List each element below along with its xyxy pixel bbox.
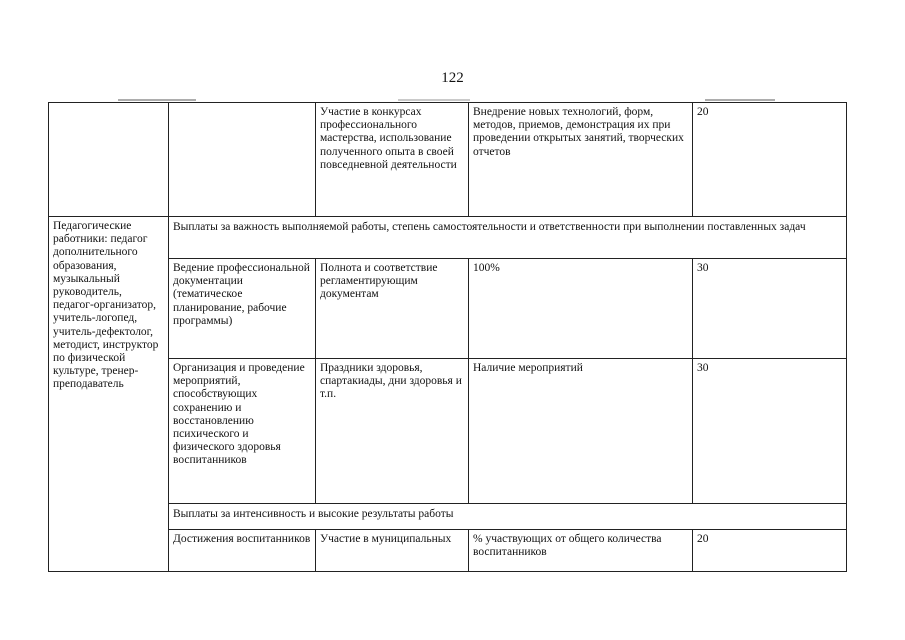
points-cell: 20	[693, 530, 847, 572]
section-heading-intensity: Выплаты за интенсивность и высокие результаты работы	[169, 504, 847, 530]
scan-artifact-right	[705, 99, 775, 101]
table-row-section-importance	[49, 217, 847, 259]
indicator-cell: Внедрение новых технологий, форм, методов, приемов, демонстрация их при проведении открытых занятий, творческих отчетов	[469, 103, 693, 217]
scan-artifact-left	[118, 99, 196, 101]
criterion-cell: Праздники здоровья, спартакиады, дни здоровья и т.п.	[316, 359, 469, 504]
points-cell: 20	[693, 103, 847, 217]
table-row-achievements	[49, 530, 847, 572]
basis-cell: Организация и проведение мероприятий, способствующих сохранению и восстановлению психического и физического здоровья воспитанников	[169, 359, 316, 504]
basis-cell: Ведение профессиональной документации (тематическое планирование, рабочие программы)	[169, 259, 316, 359]
indicator-cell: 100%	[469, 259, 693, 359]
scan-artifact-center	[398, 99, 470, 101]
points-cell: 30	[693, 359, 847, 504]
table-row-health-events	[49, 359, 847, 504]
position-cell-empty	[49, 103, 169, 217]
table-row-contests	[49, 103, 847, 217]
payments-criteria-table	[48, 102, 847, 572]
position-cell: Педагогические работники: педагог дополнительного образования, музыкальный руководитель, педагог-организатор, учитель-логопед, учитель-дефектолог, методист, инструктор по физической культуре, тренер-преподаватель	[49, 217, 169, 572]
table-row-section-intensity	[49, 504, 847, 530]
basis-cell: Достижения воспитанников	[169, 530, 316, 572]
page-number: 122	[441, 70, 464, 86]
indicator-cell: Наличие мероприятий	[469, 359, 693, 504]
points-cell: 30	[693, 259, 847, 359]
criterion-cell: Участие в конкурсах профессионального мастерства, использование полученного опыта в своей повседневной деятельности	[316, 103, 469, 217]
section-heading-importance: Выплаты за важность выполняемой работы, степень самостоятельности и ответственности при выполнении поставленных задач	[169, 217, 847, 259]
criterion-cell: Участие в муниципальных	[316, 530, 469, 572]
table-row-documentation	[49, 259, 847, 359]
basis-cell-empty	[169, 103, 316, 217]
criterion-cell: Полнота и соответствие регламентирующим документам	[316, 259, 469, 359]
indicator-cell: % участвующих от общего количества воспитанников	[469, 530, 693, 572]
